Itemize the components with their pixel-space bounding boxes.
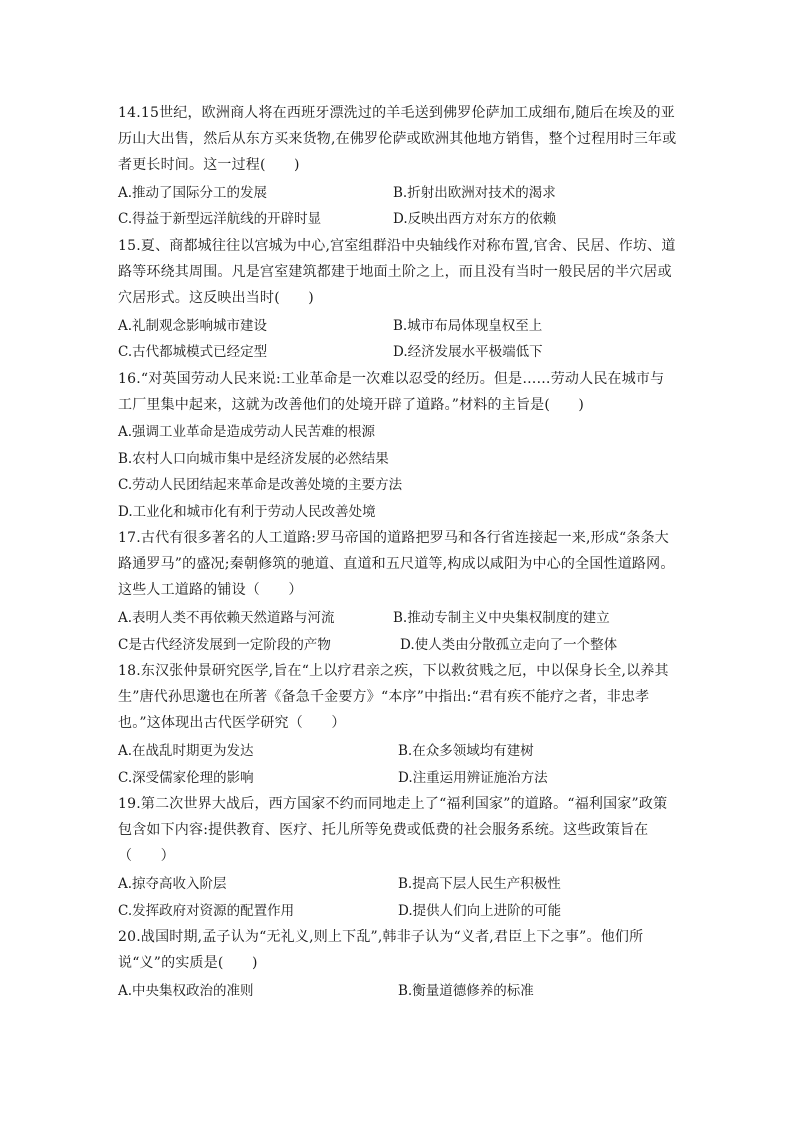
question-14-stem: 14.15世纪，欧洲商人将在西班牙漂洗过的羊毛送到佛罗伦萨加工成细布,随后在埃及的亚历山大出售，然后从东方买来货物,在佛罗伦萨或欧洲其他地方销售，整个过程用时三年或者更长时间。这一过程( ) [118, 105, 677, 173]
question-19-option-d[interactable]: D.提供人们向上进阶的可能 [398, 903, 562, 919]
question-16-option-a[interactable]: A.强调工业革命是造成劳动人民苦难的根源 [118, 424, 376, 440]
question-18-option-a[interactable]: A.在战乱时期更为发达 [118, 743, 254, 759]
question-18-option-d[interactable]: D.注重运用辨证施治方法 [398, 770, 548, 786]
question-15-stem: 15.夏、商都城往往以宫城为中心,宫室组群沿中央轴线作对称布置,官舍、民居、作坊、道路等环绕其周围。凡是宫室建筑都建于地面土阶之上，而且没有当时一般民居的半穴居或穴居形式。这反映出当时( ) [118, 238, 676, 306]
question-16-option-b[interactable]: B.农村人口向城市集中是经济发展的必然结果 [118, 451, 389, 467]
question-17-option-c[interactable]: C是古代经济发展到一定阶段的产物 [118, 637, 331, 653]
question-15-option-b[interactable]: B.城市布局体现皇权至上 [393, 318, 543, 334]
question-15-option-d[interactable]: D.经济发展水平极端低下 [393, 344, 543, 360]
question-19-options-row-2 [118, 898, 678, 924]
question-14-options-row-1 [118, 180, 678, 206]
question-15-options-row-1 [118, 313, 678, 339]
question-19-option-b[interactable]: B.提高下层人民生产积极性 [398, 876, 561, 892]
question-17-option-b[interactable]: B.推动专制主义中央集权制度的建立 [393, 610, 610, 626]
question-15-options-row-2 [118, 339, 678, 365]
question-15-option-c[interactable]: C.古代都城模式已经定型 [118, 344, 268, 360]
question-14-option-a[interactable]: A.推动了国际分工的发展 [118, 185, 268, 201]
question-20-stem: 20.战国时期,孟子认为“无礼义,则上下乱”,韩非子认为“义者,君臣上下之事”。他们所说“义”的实质是( ) [118, 929, 644, 971]
question-19-option-c[interactable]: C.发挥政府对资源的配置作用 [118, 903, 295, 919]
question-18-stem: 18.东汉张仲景研究医学,旨在“上以疗君亲之疾，下以救贫贱之厄，中以保身长全,以养其生”唐代孙思邈也在所著《备急千金要方》“本序”中指出:“君有疾不能疗之者，非忠孝也。”这体现出古代医学研究（ ） [118, 663, 669, 731]
question-18-option-b[interactable]: B.在众多领域均有建树 [398, 743, 534, 759]
question-14-option-c[interactable]: C.得益于新型远洋航线的开辟时显 [118, 211, 322, 227]
question-17-options-row-1 [118, 605, 678, 631]
question-16-option-d[interactable]: D.工业化和城市化有利于劳动人民改善处境 [118, 504, 376, 520]
question-17-options-row-2 [118, 632, 678, 658]
question-14-options-row-2 [118, 206, 678, 232]
question-15-option-a[interactable]: A.礼制观念影响城市建设 [118, 318, 268, 334]
question-16-option-c[interactable]: C.劳动人民团结起来革命是改善处境的主要方法 [118, 477, 403, 493]
question-17-stem: 17.古代有很多著名的人工道路:罗马帝国的道路把罗马和各行省连接起一来,形成“条条大路通罗马”的盛况;秦朝修筑的驰道、直道和五尺道等,构成以咸阳为中心的全国性道路网。这些人工道路的铺设（ ） [118, 530, 675, 598]
question-20-option-a[interactable]: A.中央集权政治的准则 [118, 983, 254, 999]
question-19-option-a[interactable]: A.掠夺高收入阶层 [118, 876, 227, 892]
question-17-option-a[interactable]: A.表明人类不再依赖天然道路与河流 [118, 610, 335, 626]
question-20-options-row-1 [118, 978, 678, 1004]
question-20-option-b[interactable]: B.衡量道德修养的标准 [398, 983, 534, 999]
question-14-option-d[interactable]: D.反映出西方对东方的依赖 [393, 211, 557, 227]
question-14-option-b[interactable]: B.折射出欧洲对技术的渴求 [393, 185, 556, 201]
question-18-option-c[interactable]: C.深受儒家伦理的影响 [118, 770, 254, 786]
question-17-option-d[interactable]: D.使人类由分散孤立走向了一个整体 [400, 637, 618, 653]
question-16-stem: 16.“对英国劳动人民来说:工业革命是一次难以忍受的经历。但是……劳动人民在城市与工厂里集中起来，这就为改善他们的处境开辟了道路。”材料的主旨是( ) [118, 371, 665, 413]
question-18-options-row-2 [118, 765, 678, 791]
question-19-stem: 19.第二次世界大战后，西方国家不约而同地走上了“福利国家”的道路。“福利国家”政策包含如下内容:提供教育、医疗、托儿所等免费或低费的社会服务系统。这些政策旨在（ ） [118, 796, 668, 864]
question-19-options-row-1 [118, 871, 678, 897]
question-18-options-row-1 [118, 738, 678, 764]
